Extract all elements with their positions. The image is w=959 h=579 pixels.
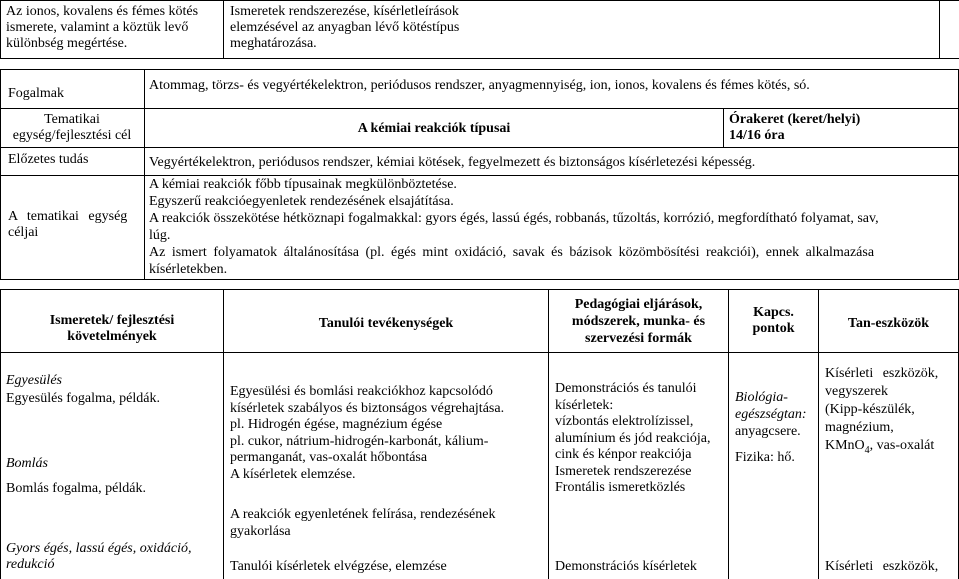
rule-after-top [0, 58, 959, 59]
kmno-rest: , vas-oxalát [869, 438, 935, 453]
col3-bottom: Demonstrációs kísérletek [555, 559, 697, 574]
celjai-line: kísérletekben. [149, 262, 228, 277]
divider-col4 [818, 289, 819, 579]
col3-line: alumínium és jód reakciója, [555, 430, 711, 446]
elozetes-label: Előzetes tudás [8, 152, 89, 167]
header-col4 [729, 305, 818, 337]
col3-line: Ismeretek rendszerezése [555, 463, 692, 479]
header-col2: Tanulói tevékenységek [318, 316, 454, 331]
tematikai-label-line2: egység/fejlesztési cél [12, 128, 132, 143]
header-col3-line: szervezési formák [585, 331, 692, 346]
celjai-label-line2: céljai [8, 225, 39, 240]
col5-bottom: Kísérleti eszközök, [825, 559, 939, 574]
top-left-line: különbség megértése. [6, 36, 128, 51]
celjai-label [8, 209, 142, 241]
kmno-formula: KMnO [825, 438, 865, 453]
divider-col1 [223, 289, 224, 579]
col2-line: Egyesülési és bomlási reakciókhoz kapcsolódó [230, 384, 493, 399]
tematikai-title: A kémiai reakciók típusai [357, 121, 511, 136]
col5-tools [825, 365, 955, 455]
col5-line: Kísérleti eszközök, [825, 366, 939, 381]
hours-value: 14/16 óra [729, 128, 785, 143]
gyors-title [6, 541, 191, 573]
col2-line: permanganát, vas-oxalát hőbontása [230, 450, 428, 465]
egyesules-text: Egyesülés fogalma, példák. [6, 391, 160, 406]
col5-line: vegyszerek [825, 384, 888, 399]
rule-header-bottom [0, 352, 959, 353]
tematikai-label [2, 112, 142, 144]
fogalmak-text: Atommag, törzs- és vegyértékelektron, periódusos rendszer, anyagmennyiség, ion, ionos, kovalens és fémes kötés, só. [149, 78, 810, 93]
col2-activities [230, 384, 545, 483]
col5-line: (Kipp-készülék, [825, 402, 915, 417]
col3-line: Frontális ismeretközlés [555, 480, 686, 495]
header-col1 [1, 313, 223, 345]
top-left-line: Az ionos, kovalens és fémes kötés [6, 4, 199, 19]
col2-line: gyakorlása [230, 524, 291, 539]
col3-line: kísérletek: [555, 397, 614, 413]
header-col1-line: követelmények [67, 329, 157, 344]
celjai-line: A kémiai reakciók főbb típusainak megkülönböztetése. [149, 177, 457, 192]
top-right-cell [230, 4, 930, 52]
border-right-top [939, 0, 940, 58]
header-col4-line: Kapcs. [753, 305, 794, 320]
hours-cell [729, 112, 957, 144]
hours-label: Órakeret (keret/helyi) [729, 112, 861, 127]
col2-line: pl. Hidrogén égése, magnézium égése [230, 417, 443, 432]
divider-mid [144, 69, 145, 279]
top-left-cell [6, 4, 220, 52]
bomlas-title: Bomlás [6, 456, 48, 471]
rule-celjai-bottom [0, 279, 959, 280]
celjai-line: lúg. [149, 228, 171, 243]
bio-text: anyagcsere. [735, 424, 801, 439]
fogalmak-label: Fogalmak [8, 86, 64, 101]
col3-line: vízbontás elektrolízissel, [555, 414, 694, 429]
tematikai-label-line1: Tematikai [44, 112, 100, 127]
border-left-top [0, 0, 1, 58]
col2-activities-2 [230, 506, 545, 540]
celjai-line: Az ismert folyamatok általánosítása (pl. égés mint oxidáció, savak és bázisok közömbösítési reakciói), ennek alkalmazása [149, 245, 875, 260]
col2-line: A kísérletek elemzése. [230, 466, 356, 482]
top-right-line: Ismeretek rendszerezése, kísérletleírások [230, 4, 459, 19]
border-top [0, 0, 959, 1]
col2-bottom: Tanulói kísérletek elvégzése, elemzése [230, 559, 447, 574]
col3-methods [555, 381, 727, 497]
bio-line1: Biológia- [735, 390, 788, 405]
celjai-text [149, 176, 955, 278]
header-col3-line: Pedagógiai eljárások, [574, 297, 703, 312]
top-right-line: elemzésével az anyagban lévő kötéstípus [230, 20, 460, 35]
header-col5: Tan-eszközök [847, 316, 930, 331]
divider-tematikai-hours [723, 108, 724, 147]
col2-line: pl. cukor, nátrium-hidrogén-karbonát, kálium- [230, 433, 489, 449]
kmno-subscript: 4 [864, 444, 870, 456]
col5-kmno-line [825, 437, 955, 455]
header-col3 [549, 296, 728, 347]
col3-line: Demonstrációs és tanulói [555, 381, 697, 396]
fizika-text: Fizika: hő. [735, 450, 795, 465]
col2-line: A reakciók egyenletének felírása, rendezésének [230, 507, 496, 522]
header-col3-line: módszerek, munka- és [571, 314, 706, 329]
bomlas-text: Bomlás fogalma, példák. [6, 481, 146, 496]
border-left-mid [0, 69, 1, 279]
top-right-line: meghatározása. [230, 36, 317, 51]
divider-top [223, 0, 224, 58]
bio-line2: egészségtan: [735, 407, 807, 422]
celjai-line: Egyszerű reakcióegyenletek rendezésének elsajátítása. [149, 194, 454, 209]
elozetes-text: Vegyértékelektron, periódusos rendszer, kémiai kötések, fegyelmezett és biztonságos kísérletezési képesség. [149, 155, 756, 170]
gyors-title-line1: Gyors égés, lassú égés, oxidáció, [6, 541, 192, 556]
col4-links [735, 389, 817, 466]
col5-line: magnézium, [825, 420, 894, 435]
top-left-line: ismerete, valamint a köztük levő [6, 20, 189, 35]
gyors-title-line2: redukció [6, 557, 55, 572]
header-col4-line: pontok [752, 321, 795, 336]
col2-line: kísérletek szabályos és biztonságos végrehajtása. [230, 400, 505, 416]
celjai-label-line1: A tematikai egység [8, 209, 128, 224]
rule-header-top [0, 289, 959, 290]
col3-line: cink és kénpor reakciója [555, 447, 692, 462]
header-col1-line: Ismeretek/ fejlesztési [49, 313, 175, 328]
egyesules-title: Egyesülés [6, 373, 62, 388]
celjai-line: A reakciók összekötése hétköznapi fogalmakkal: gyors égés, lassú égés, robbanás, tűzoltás, korrózió, megfordítható folyamat, sav, [149, 211, 879, 226]
